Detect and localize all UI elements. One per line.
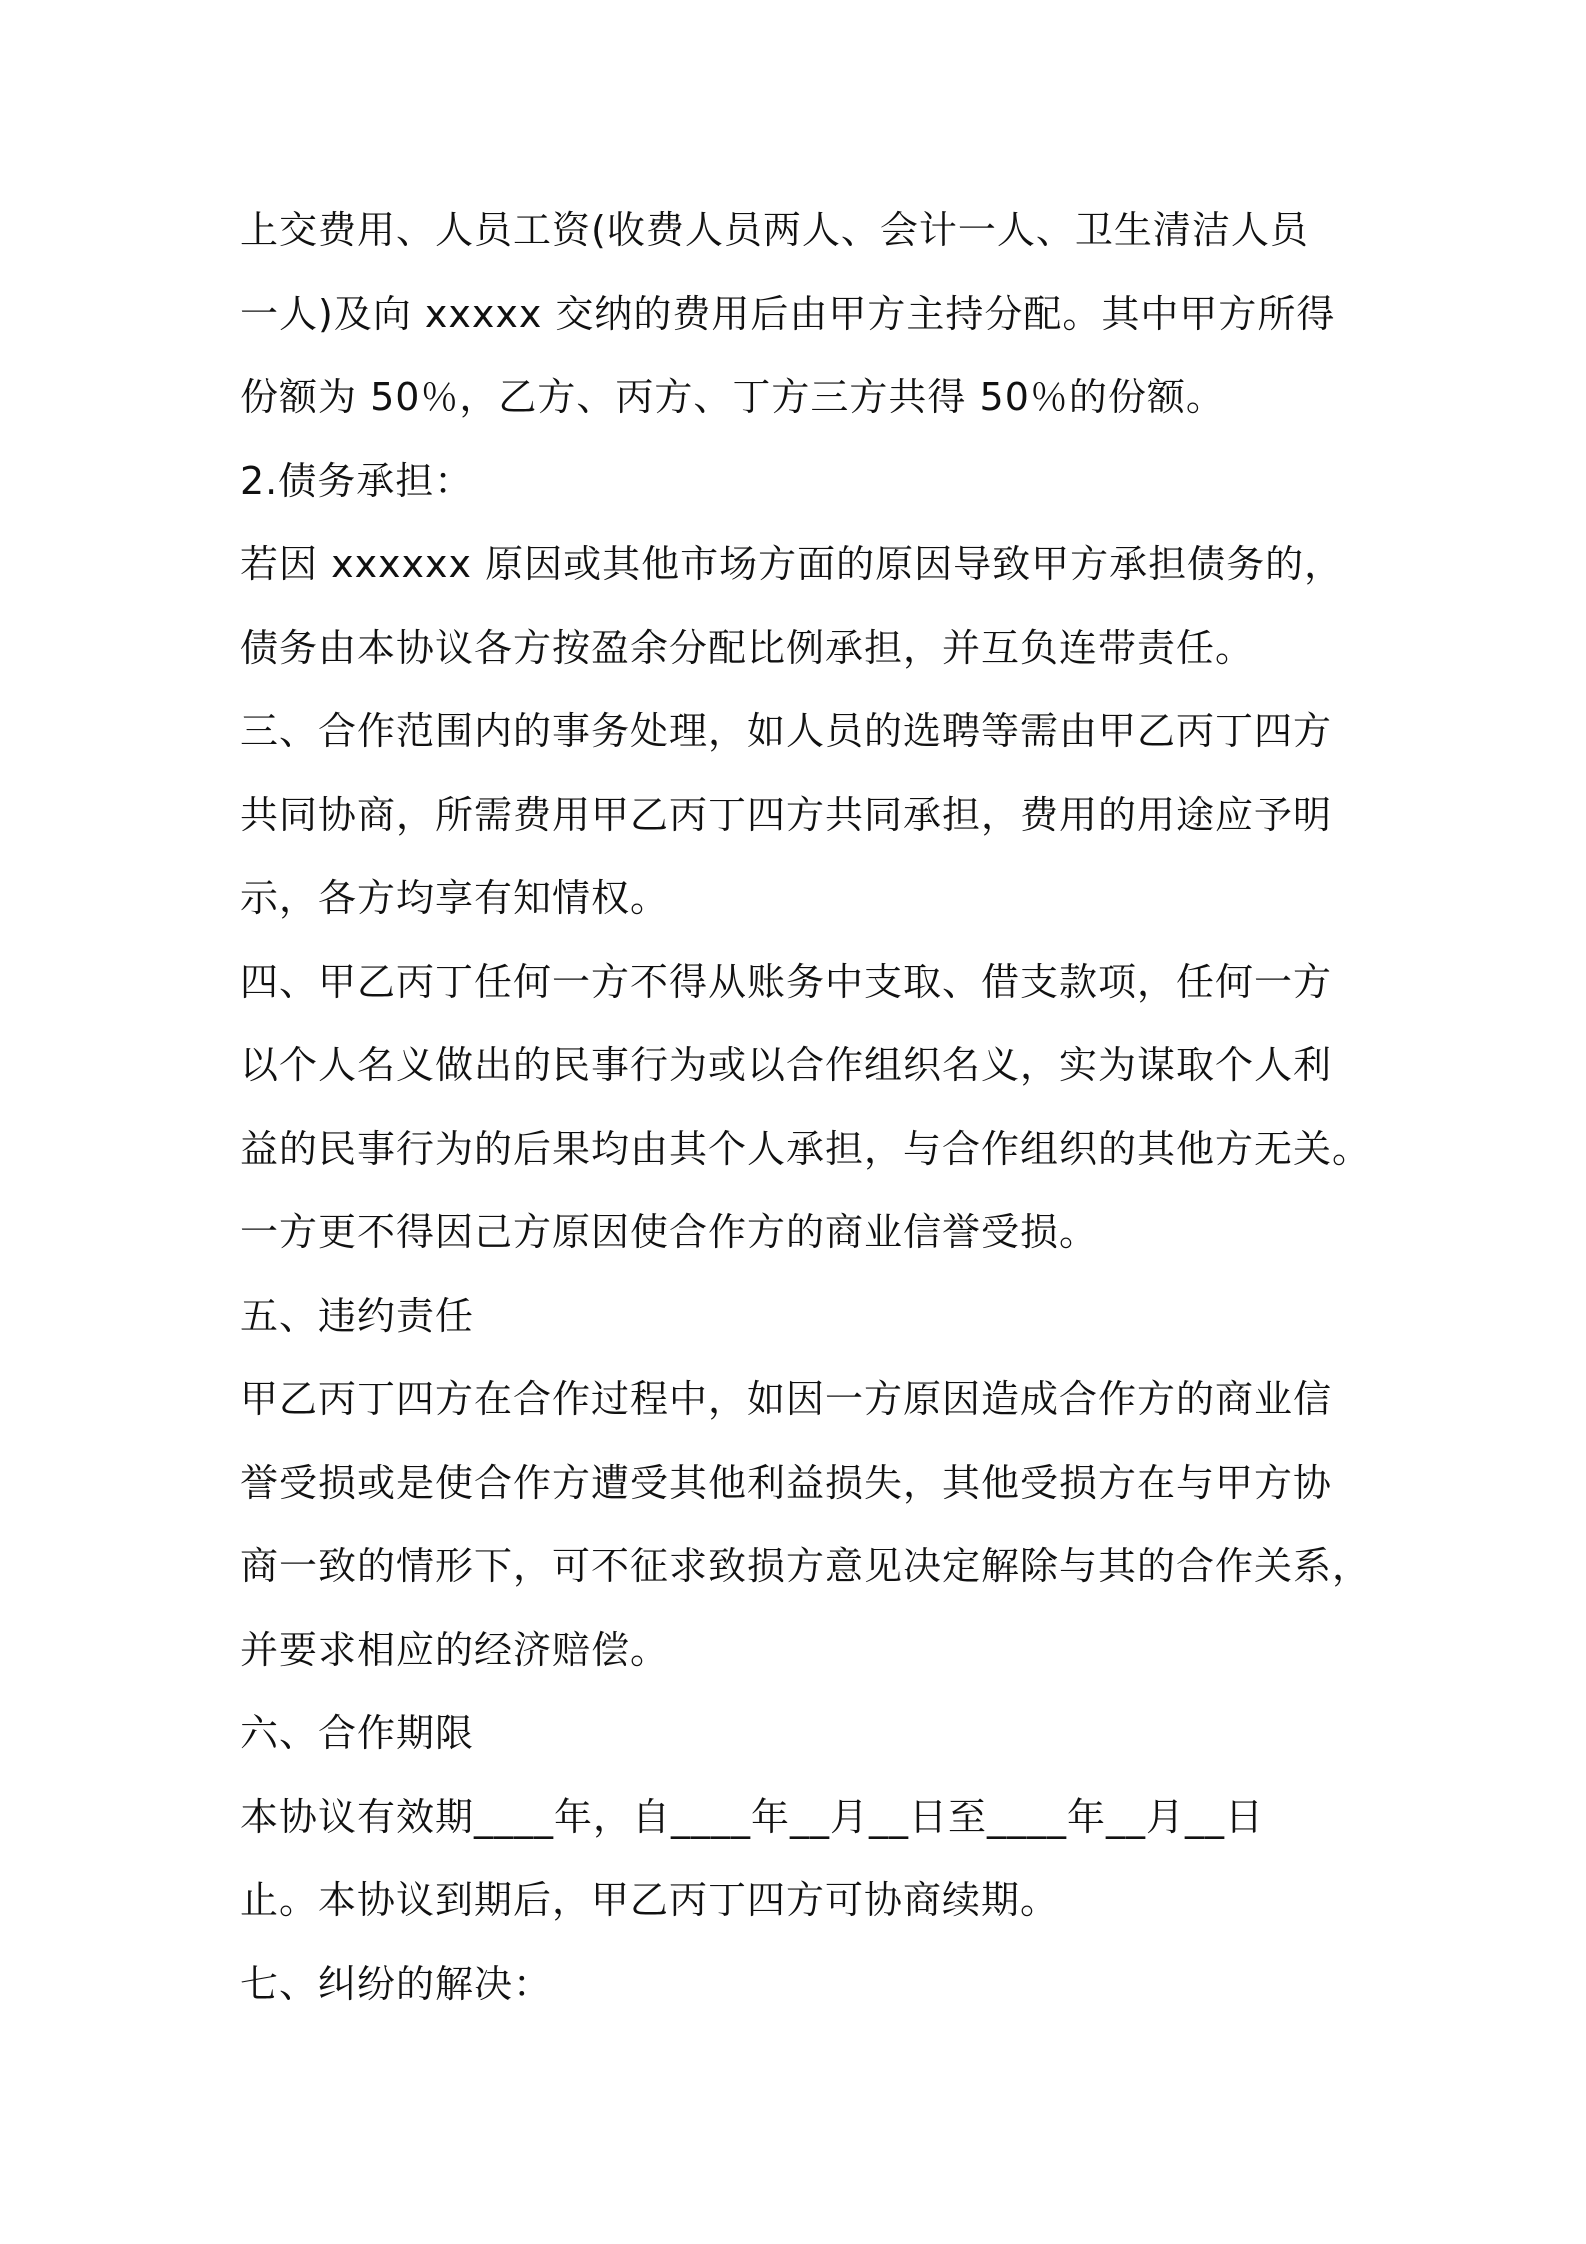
paragraph-line: 本协议有效期____年，自____年__月__日至____年__月__日: [240, 1794, 1265, 1839]
section-heading: 七、纠纷的解决：: [240, 1961, 553, 2006]
paragraph-line: 上交费用、人员工资(收费人员两人、会计一人、卫生清洁人员: [240, 208, 1309, 252]
paragraph-line: 四、甲乙丙丁任何一方不得从账务中支取、借支款项，任何一方: [240, 959, 1333, 1004]
document-body: [240, 198, 1380, 2035]
paragraph-line: 一人)及向 xxxxx 交纳的费用后由甲方主持分配。其中甲方所得: [240, 291, 1336, 336]
paragraph-line: 止。本协议到期后，甲乙丙丁四方可协商续期。: [240, 1878, 1060, 1922]
section-heading: 六、合作期限: [240, 1711, 475, 1755]
paragraph-line: 商一致的情形下，可不征求致损方意见决定解除与其的合作关系，: [240, 1544, 1372, 1588]
paragraph-line: 甲乙丙丁四方在合作过程中，如因一方原因造成合作方的商业信: [240, 1377, 1333, 1421]
paragraph-line: 以个人名义做出的民事行为或以合作组织名义，实为谋取个人利: [240, 1043, 1333, 1087]
paragraph-line: 份额为 50％，乙方、丙方、丁方三方共得 50％的份额。: [240, 375, 1225, 419]
section-heading: 五、违约责任: [240, 1293, 475, 1338]
paragraph-line: 示，各方均享有知情权。: [240, 876, 670, 920]
paragraph-line: 债务由本协议各方按盈余分配比例承担，并互负连带责任。: [240, 625, 1255, 670]
paragraph-line: 誉受损或是使合作方遭受其他利益损失，其他受损方在与甲方协: [240, 1460, 1333, 1505]
paragraph-line: 一方更不得因己方原因使合作方的商业信誉受损。: [240, 1210, 1099, 1254]
paragraph-line: 并要求相应的经济赔偿。: [240, 1627, 670, 1672]
paragraph-line: 若因 xxxxxx 原因或其他市场方面的原因导致甲方承担债务的，: [240, 542, 1344, 586]
paragraph-line: 三、合作范围内的事务处理，如人员的选聘等需由甲乙丙丁四方: [240, 709, 1333, 753]
paragraph-line: 共同协商，所需费用甲乙丙丁四方共同承担，费用的用途应予明: [240, 792, 1333, 837]
paragraph-line: 益的民事行为的后果均由其个人承担，与合作组织的其他方无关。: [240, 1126, 1372, 1171]
section-heading: 2.债务承担：: [240, 458, 474, 503]
